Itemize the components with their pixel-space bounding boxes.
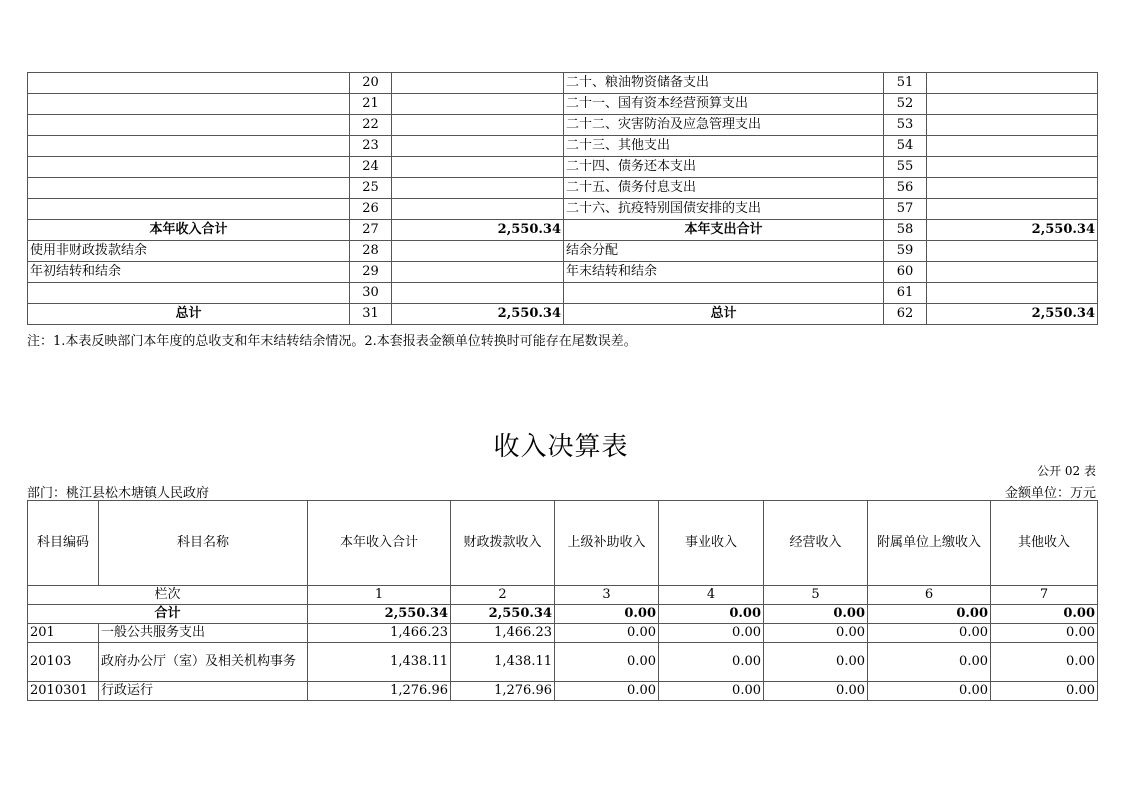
right-number-cell: 62 — [884, 304, 927, 325]
row-code: 20103 — [28, 643, 99, 682]
left-amount-cell: 2,550.34 — [392, 220, 564, 241]
right-number-cell: 56 — [884, 178, 927, 199]
right-amount-cell — [927, 136, 1098, 157]
left-label-cell — [28, 94, 350, 115]
row-affiliated: 0.00 — [868, 643, 991, 682]
right-label-cell: 总计 — [564, 304, 884, 325]
index-cell: 3 — [555, 586, 659, 605]
unit-label: 金额单位：万元 — [1004, 486, 1096, 501]
left-label-cell — [28, 73, 350, 94]
right-label-cell — [564, 283, 884, 304]
left-number-cell: 22 — [350, 115, 392, 136]
left-label-cell — [28, 199, 350, 220]
row-fiscal: 1,466.23 — [451, 624, 555, 643]
header-operating: 经营收入 — [764, 501, 868, 586]
table-row — [28, 157, 1098, 178]
left-number-cell: 23 — [350, 136, 392, 157]
left-number-cell: 26 — [350, 199, 392, 220]
header-superior: 上级补助收入 — [555, 501, 659, 586]
index-cell: 4 — [659, 586, 764, 605]
left-number-cell: 28 — [350, 241, 392, 262]
right-amount-cell — [927, 241, 1098, 262]
right-label-cell: 二十二、灾害防治及应急管理支出 — [564, 115, 884, 136]
table-row — [28, 94, 1098, 115]
table-note: 注：1.本表反映部门本年度的总收支和年末结转结余情况。2.本套报表金额单位转换时可能存在尾数误差。 — [27, 334, 637, 349]
left-amount-cell — [392, 262, 564, 283]
page-title: 收入决算表 — [493, 432, 629, 462]
index-cell: 2 — [451, 586, 555, 605]
header-total: 本年收入合计 — [308, 501, 451, 586]
index-row — [28, 586, 1098, 605]
right-number-cell: 52 — [884, 94, 927, 115]
left-label-cell: 总计 — [28, 304, 350, 325]
right-amount-cell — [927, 73, 1098, 94]
index-cell: 1 — [308, 586, 451, 605]
table-row — [28, 262, 1098, 283]
left-label-cell — [28, 178, 350, 199]
index-cell: 6 — [868, 586, 991, 605]
form-number: 公开 02 表 — [1037, 464, 1096, 478]
right-amount-cell: 2,550.34 — [927, 220, 1098, 241]
row-other: 0.00 — [991, 682, 1098, 701]
table-row — [28, 115, 1098, 136]
row-other: 0.00 — [991, 624, 1098, 643]
table-row — [28, 178, 1098, 199]
table-row — [28, 304, 1098, 325]
right-number-cell: 55 — [884, 157, 927, 178]
right-label-cell: 年末结转和结余 — [564, 262, 884, 283]
left-number-cell: 31 — [350, 304, 392, 325]
row-superior: 0.00 — [555, 624, 659, 643]
row-total: 1,276.96 — [308, 682, 451, 701]
header-fiscal: 财政拨款收入 — [451, 501, 555, 586]
right-number-cell: 61 — [884, 283, 927, 304]
right-label-cell: 二十、粮油物资储备支出 — [564, 73, 884, 94]
row-code: 2010301 — [28, 682, 99, 701]
left-number-cell: 21 — [350, 94, 392, 115]
left-label-cell — [28, 157, 350, 178]
header-other: 其他收入 — [991, 501, 1098, 586]
table-row — [28, 624, 1098, 643]
left-amount-cell: 2,550.34 — [392, 304, 564, 325]
left-number-cell: 20 — [350, 73, 392, 94]
row-operating: 0.00 — [764, 624, 868, 643]
header-code: 科目编码 — [28, 501, 99, 586]
table-row — [28, 283, 1098, 304]
left-label-cell: 年初结转和结余 — [28, 262, 350, 283]
row-superior: 0.00 — [555, 643, 659, 682]
left-label-cell: 使用非财政拨款结余 — [28, 241, 350, 262]
index-cell: 7 — [991, 586, 1098, 605]
left-number-cell: 25 — [350, 178, 392, 199]
right-amount-cell: 2,550.34 — [927, 304, 1098, 325]
row-fiscal: 1,438.11 — [451, 643, 555, 682]
table-row — [28, 220, 1098, 241]
sum-label: 合计 — [28, 605, 308, 624]
row-operating: 0.00 — [764, 643, 868, 682]
row-name: 一般公共服务支出 — [99, 624, 308, 643]
header-business: 事业收入 — [659, 501, 764, 586]
left-amount-cell — [392, 136, 564, 157]
right-label-cell: 二十一、国有资本经营预算支出 — [564, 94, 884, 115]
left-label-cell — [28, 283, 350, 304]
sum-other: 0.00 — [991, 605, 1098, 624]
right-amount-cell — [927, 178, 1098, 199]
row-business: 0.00 — [659, 682, 764, 701]
left-amount-cell — [392, 157, 564, 178]
row-total: 1,438.11 — [308, 643, 451, 682]
table-row — [28, 643, 1098, 682]
row-affiliated: 0.00 — [868, 682, 991, 701]
left-amount-cell — [392, 199, 564, 220]
right-number-cell: 59 — [884, 241, 927, 262]
right-label-cell: 结余分配 — [564, 241, 884, 262]
right-label-cell: 二十六、抗疫特别国债安排的支出 — [564, 199, 884, 220]
row-fiscal: 1,276.96 — [451, 682, 555, 701]
table-row — [28, 682, 1098, 701]
right-label-cell: 二十三、其他支出 — [564, 136, 884, 157]
right-label-cell: 二十四、债务还本支出 — [564, 157, 884, 178]
left-amount-cell — [392, 94, 564, 115]
sum-fiscal: 2,550.34 — [451, 605, 555, 624]
right-number-cell: 54 — [884, 136, 927, 157]
index-label: 栏次 — [28, 586, 308, 605]
row-operating: 0.00 — [764, 682, 868, 701]
sum-superior: 0.00 — [555, 605, 659, 624]
left-number-cell: 24 — [350, 157, 392, 178]
header-row — [28, 501, 1098, 586]
left-label-cell: 本年收入合计 — [28, 220, 350, 241]
right-label-cell: 二十五、债务付息支出 — [564, 178, 884, 199]
table-row — [28, 241, 1098, 262]
header-affiliated: 附属单位上缴收入 — [868, 501, 991, 586]
left-amount-cell — [392, 73, 564, 94]
right-number-cell: 57 — [884, 199, 927, 220]
income-statement-table — [27, 500, 1098, 701]
sum-affiliated: 0.00 — [868, 605, 991, 624]
row-total: 1,466.23 — [308, 624, 451, 643]
left-number-cell: 27 — [350, 220, 392, 241]
row-affiliated: 0.00 — [868, 624, 991, 643]
right-amount-cell — [927, 157, 1098, 178]
right-amount-cell — [927, 262, 1098, 283]
left-label-cell — [28, 136, 350, 157]
table-row — [28, 199, 1098, 220]
left-label-cell — [28, 115, 350, 136]
sum-row — [28, 605, 1098, 624]
right-amount-cell — [927, 283, 1098, 304]
right-amount-cell — [927, 199, 1098, 220]
sum-operating: 0.00 — [764, 605, 868, 624]
left-number-cell: 30 — [350, 283, 392, 304]
left-amount-cell — [392, 178, 564, 199]
row-other: 0.00 — [991, 643, 1098, 682]
right-amount-cell — [927, 115, 1098, 136]
left-amount-cell — [392, 283, 564, 304]
row-code: 201 — [28, 624, 99, 643]
department-label: 部门：桃江县松木塘镇人民政府 — [27, 486, 210, 501]
sum-total: 2,550.34 — [308, 605, 451, 624]
row-superior: 0.00 — [555, 682, 659, 701]
left-number-cell: 29 — [350, 262, 392, 283]
index-cell: 5 — [764, 586, 868, 605]
table-row — [28, 73, 1098, 94]
right-number-cell: 53 — [884, 115, 927, 136]
right-amount-cell — [927, 94, 1098, 115]
row-business: 0.00 — [659, 624, 764, 643]
right-number-cell: 51 — [884, 73, 927, 94]
row-business: 0.00 — [659, 643, 764, 682]
row-name: 政府办公厅（室）及相关机构事务 — [99, 643, 308, 682]
left-amount-cell — [392, 115, 564, 136]
left-amount-cell — [392, 241, 564, 262]
sum-business: 0.00 — [659, 605, 764, 624]
right-number-cell: 58 — [884, 220, 927, 241]
header-name: 科目名称 — [99, 501, 308, 586]
table-row — [28, 136, 1098, 157]
income-expense-summary-table — [27, 72, 1098, 325]
row-name: 行政运行 — [99, 682, 308, 701]
right-number-cell: 60 — [884, 262, 927, 283]
right-label-cell: 本年支出合计 — [564, 220, 884, 241]
